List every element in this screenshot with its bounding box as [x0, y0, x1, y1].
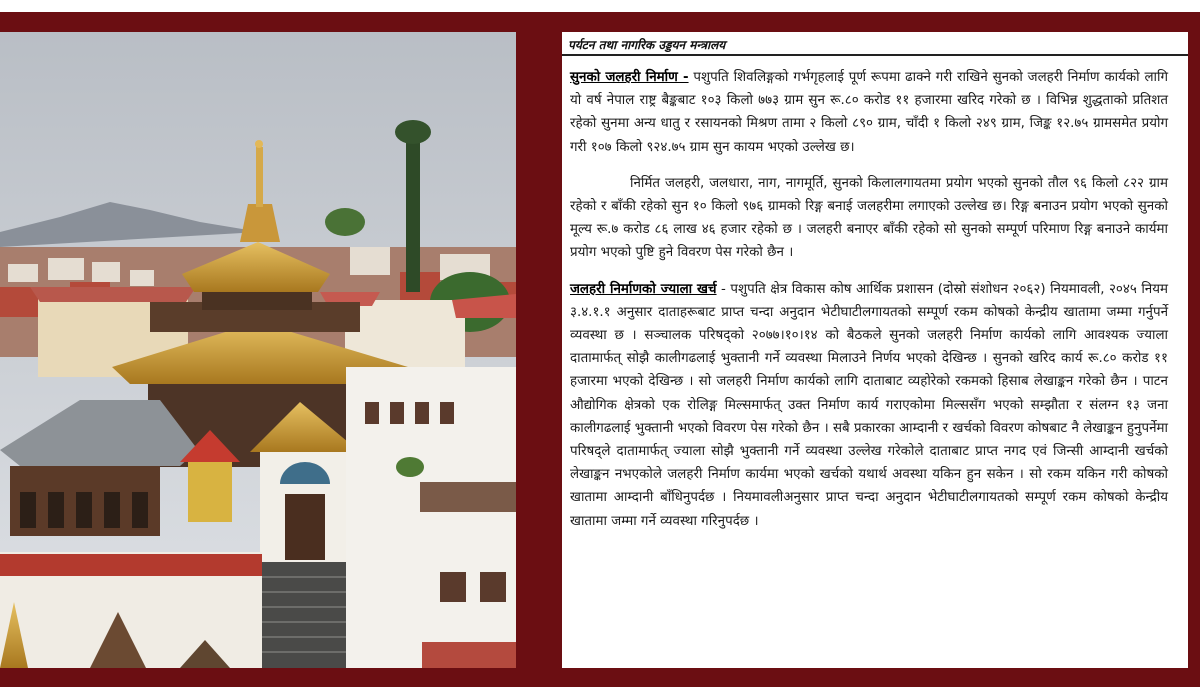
heading-wage-expense: जलहरी निर्माणको ज्याला खर्च — [570, 281, 717, 297]
paragraph-gold-jalhari — [570, 66, 1168, 159]
audit-document — [562, 32, 1188, 668]
heading-gold-jalhari: सुनको जलहरी निर्माण - — [570, 70, 689, 85]
paragraph-ring: निर्मित जलहरी, जलधारा, नाग, नागमूर्ति, सुनको किलालगायतमा प्रयोग भएको सुनको तौल ९६ किलो ८२२ ग्राम रहेको र बाँकी रहेको सुन १० किलो ९७६ ग्रामको रिङ्ग बनाई जलहरीमा लगाएको उल्लेख छ। रिङ्ग बनाउन प्रयोग भएको सुनको मूल्य रू.७ करोड ८६ लाख ४६ हजार रहेको छ । जलहरी बनाएर बाँकी रहेको सो सुनको सम्पूर्ण परिमाण रिङ्ग बनाउने कार्यमा प्रयोग भएको पुष्टि हुने विवरण पेस गरेको छैन । — [570, 175, 1168, 261]
document-body — [570, 66, 1168, 664]
ministry-header: पर्यटन तथा नागरिक उड्डयन मन्त्रालय — [568, 38, 726, 52]
temple-photo — [0, 32, 516, 668]
paragraph-wage-expense — [570, 278, 1168, 533]
text-gold-jalhari: पशुपति शिवलिङ्गको गर्भगृहलाई पूर्ण रूपमा ढाक्ने गरी राखिने सुनको जलहरी निर्माण कार्यको लागि यो वर्ष नेपाल राष्ट्र बैङ्कबाट १०३ किलो ७७३ ग्राम सुन रू.८० करोड ११ हजारमा खरिद गरेको छ । विभिन्न शुद्धताको प्रतिशत रहेको सुनमा अन्य धातु र रसायनको मिश्रण तामा २ किलो ८९० ग्राम, चाँदी १ किलो २४९ ग्राम, जिङ्क १२.७५ ग्रामसमेत प्रयोग गरी १०७ किलो ९२४.७५ ग्राम सुन कायम भएको उल्लेख छ। — [570, 70, 1168, 155]
text-wage-expense: - पशुपति क्षेत्र विकास कोष आर्थिक प्रशासन (दोस्रो संशोधन २०६२) नियमावली, २०४५ नियम ३.४.१.१ अनुसार दाताहरूबाट प्राप्त चन्दा अनुदान भेटीघाटीलगायतको सम्पूर्ण रकम कोषको केन्द्रीय खातामा जम्मा गर्नुपर्ने व्यवस्था छ । सञ्चालक परिषद्को २०७७।१०।१४ को बैठकले सुनको जलहरी निर्माण कार्यको लागि आवश्यक ज्याला दातामार्फत् सोझै कालीगढलाई भुक्तानी गर्ने व्यवस्था मिलाउने निर्णय भएको देखिन्छ । सुनको खरिद कार्य रू.८० करोड ११ हजारमा भएको देखिन्छ । सो जलहरी निर्माण कार्यको लागि दाताबाट व्यहोरेको रकमको हिसाब लेखाङ्कन गरेको छैन । पाटन औद्योगिक क्षेत्रको एक रोलिङ्ग मिल्समार्फत् उक्त निर्माण कार्य गराएकोमा मिल्ससँग भएको सम्झौता र संलग्न १३ जना कालीगढलाई भुक्तानी भएको विवरण पेस गरेको छैन । सबै प्रकारका आम्दानी र खर्चको विवरण कोषबाट नै लेखाङ्कन हुनुपर्नेमा परिषद्ले दातामार्फत् ज्याला सोझै भुक्तानी गर्ने व्यवस्था उल्लेख गरेकोले दाताबाट प्राप्त नगद एवं जिन्सी आम्दानी खर्चको लेखाङ्कन नभएकोले जलहरी निर्माण कार्यमा भएको खर्चको यथार्थ अवस्था यकिन हुन सकेन । सो रकम यकिन गरी कोषको खातामा आम्दानी बाँधिनुपर्दछ । नियमावलीअनुसार प्राप्त चन्दा अनुदान भेटीघाटीलगायतको सम्पूर्ण रकम कोषको केन्द्रीय खातामा जम्मा गर्ने व्यवस्था गरिनुपर्दछ । — [570, 281, 1169, 529]
tall-tree — [406, 142, 420, 292]
pashupatinath-temple-illustration — [0, 32, 516, 668]
header-divider — [562, 54, 1188, 56]
